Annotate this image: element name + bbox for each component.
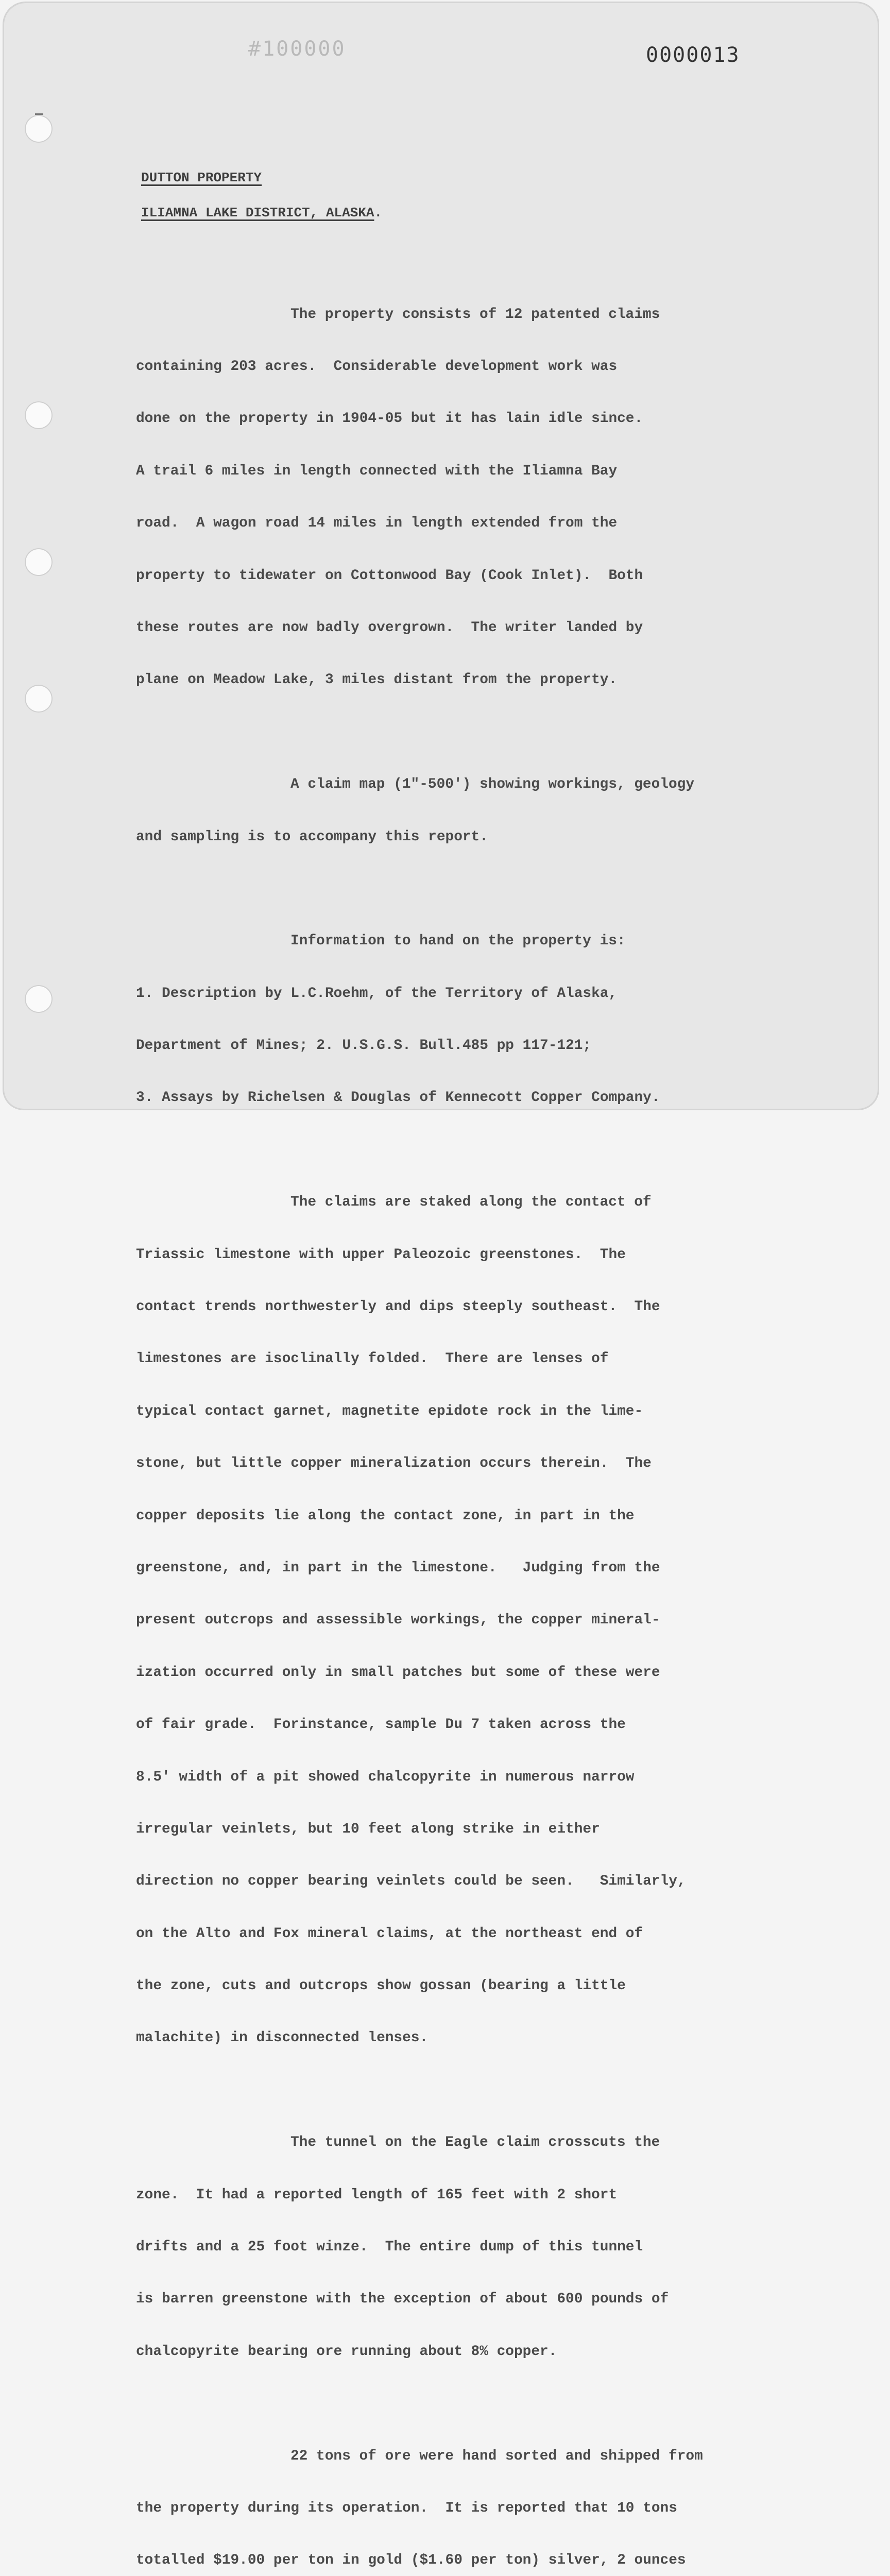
text-line: 1. Description by L.C.Roehm, of the Territory of Alaska,	[136, 985, 618, 1002]
text-line: The claims are staked along the contact of	[290, 1194, 652, 1211]
subtitle-period: .	[374, 205, 383, 221]
text-line: road. A wagon road 14 miles in length extended from the	[136, 515, 618, 532]
text-line: Information to hand on the property is:	[290, 933, 626, 950]
text-line: 22 tons of ore were hand sorted and shipped from	[290, 2448, 703, 2464]
title-text: DUTTON PROPERTY	[141, 170, 262, 185]
text-line: of fair grade. Forinstance, sample Du 7 taken across the	[136, 1717, 626, 1733]
text-line: greenstone, and, in part in the limestone. Judging from the	[136, 1560, 660, 1576]
document-subtitle	[141, 205, 382, 221]
punch-hole	[25, 401, 53, 429]
paragraph-claim-map	[136, 741, 800, 880]
text-line: 8.5' width of a pit showed chalcopyrite in numerous narrow	[136, 1769, 635, 1785]
reference-number: #100000	[248, 37, 346, 61]
text-line: stone, but little copper mineralization occurs therein. The	[136, 1455, 652, 1472]
text-line: these routes are now badly overgrown. The writer landed by	[136, 619, 643, 636]
punch-hole	[25, 548, 53, 576]
text-line: is barren greenstone with the exception of about 600 pounds of	[136, 2291, 669, 2308]
paragraph-information	[136, 898, 800, 1142]
paragraph-tunnel	[136, 2099, 800, 2396]
text-line: A claim map (1"-500') showing workings, geology	[290, 776, 694, 793]
text-line: The tunnel on the Eagle claim crosscuts the	[290, 2134, 660, 2151]
text-line: drifts and a 25 foot winze. The entire dump of this tunnel	[136, 2239, 643, 2256]
text-line: The property consists of 12 patented claims	[290, 306, 660, 323]
text-line: containing 203 acres. Considerable development work was	[136, 358, 618, 375]
edge-mark	[35, 113, 43, 115]
paragraph-shipments	[136, 2413, 800, 2576]
subtitle-text: ILIAMNA LAKE DISTRICT, ALASKA	[141, 205, 374, 221]
punch-hole	[25, 115, 53, 143]
text-line: present outcrops and assessible workings, the copper mineral-	[136, 1612, 660, 1629]
text-line: done on the property in 1904-05 but it has lain idle since.	[136, 411, 643, 427]
text-line: property to tidewater on Cottonwood Bay (Cook Inlet). Both	[136, 567, 643, 584]
text-line: zone. It had a reported length of 165 feet with 2 short	[136, 2187, 618, 2203]
page-number: 0000013	[646, 43, 740, 67]
text-line: ization occurred only in small patches but some of these were	[136, 1664, 660, 1681]
text-line: the property during its operation. It is reported that 10 tons	[136, 2500, 677, 2516]
text-line: totalled $19.00 per ton in gold ($1.60 per ton) silver, 2 ounces	[136, 2552, 686, 2569]
text-line: irregular veinlets, but 10 feet along strike in either	[136, 1821, 600, 1837]
punch-hole	[25, 985, 53, 1013]
text-line: 3. Assays by Richelsen & Douglas of Kennecott Copper Company.	[136, 1090, 660, 1106]
paragraph-description	[136, 271, 800, 724]
text-line: limestones are isoclinally folded. There are lenses of	[136, 1351, 609, 1367]
text-line: Triassic limestone with upper Paleozoic greenstones. The	[136, 1246, 626, 1263]
text-line: the zone, cuts and outcrops show gossan (bearing a little	[136, 1978, 626, 1994]
text-line: chalcopyrite bearing ore running about 8% copper.	[136, 2343, 557, 2360]
document-body	[136, 271, 800, 2576]
paragraph-geology	[136, 1159, 800, 2082]
text-line: typical contact garnet, magnetite epidote rock in the lime-	[136, 1403, 643, 1419]
text-line: direction no copper bearing veinlets could be seen. Similarly,	[136, 1873, 686, 1890]
text-line: Department of Mines; 2. U.S.G.S. Bull.485 pp 117-121;	[136, 1038, 592, 1054]
text-line: contact trends northwesterly and dips steeply southeast. The	[136, 1299, 660, 1315]
document-page	[3, 2, 879, 2569]
text-line: A trail 6 miles in length connected with the Iliamna Bay	[136, 463, 618, 479]
text-line: plane on Meadow Lake, 3 miles distant from the property.	[136, 672, 618, 688]
text-line: copper deposits lie along the contact zone, in part in the	[136, 1507, 635, 1524]
text-line: and sampling is to accompany this report.	[136, 828, 488, 845]
text-line: on the Alto and Fox mineral claims, at the northeast end of	[136, 1925, 643, 1942]
document-title	[141, 170, 262, 185]
punch-hole	[25, 685, 53, 713]
text-line: malachite) in disconnected lenses.	[136, 2030, 429, 2046]
